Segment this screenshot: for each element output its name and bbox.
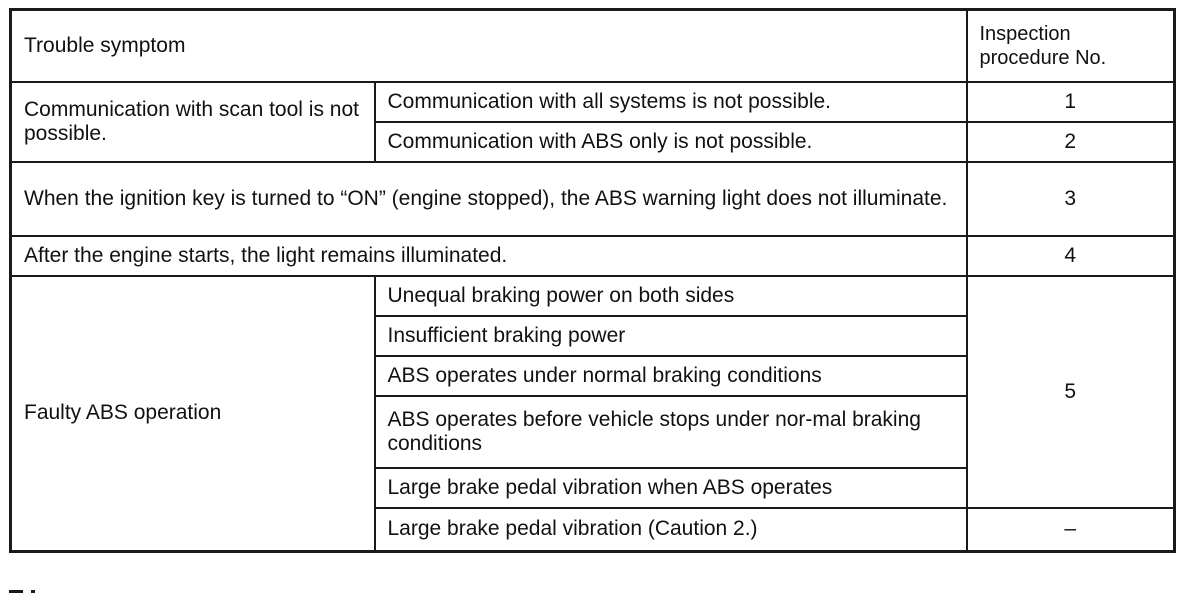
procedure-number-5: 5 [967, 276, 1175, 508]
header-inspection-procedure: Inspection procedure No. [967, 10, 1175, 82]
symptom-ignition-warning-light: When the ignition key is turned to “ON” (engine stopped), the ABS warning light does not illuminate. [11, 162, 967, 236]
footnote-mark-dot [31, 590, 35, 593]
trouble-symptom-table-wrapper [9, 8, 1173, 553]
symptom-engine-light-remains: After the engine starts, the light remains illuminated. [11, 236, 967, 276]
procedure-number-dash: – [967, 508, 1175, 552]
symptom-comm-all: Communication with all systems is not possible. [375, 82, 967, 122]
symptom-insufficient-braking: Insufficient braking power [375, 316, 967, 356]
table-row [11, 82, 1175, 122]
header-trouble-symptom: Trouble symptom [11, 10, 967, 82]
procedure-number-1: 1 [967, 82, 1175, 122]
symptom-comm-abs: Communication with ABS only is not possible. [375, 122, 967, 162]
table-row [11, 236, 1175, 276]
procedure-number-2: 2 [967, 122, 1175, 162]
trouble-symptom-table [9, 8, 1176, 553]
communication-group-cell: Communication with scan tool is not possible. [11, 82, 375, 162]
symptom-pedal-vibration-abs: Large brake pedal vibration when ABS operates [375, 468, 967, 508]
symptom-pedal-vibration-caution: Large brake pedal vibration (Caution 2.) [375, 508, 967, 552]
faulty-abs-group-cell: Faulty ABS operation [11, 276, 375, 552]
symptom-abs-normal-braking: ABS operates under normal braking conditions [375, 356, 967, 396]
procedure-number-4: 4 [967, 236, 1175, 276]
table-row [11, 276, 1175, 316]
table-header-row [11, 10, 1175, 82]
procedure-number-3: 3 [967, 162, 1175, 236]
footnote-mark [9, 590, 23, 593]
table-row [11, 162, 1175, 236]
symptom-abs-before-stop: ABS operates before vehicle stops under nor-mal braking conditions [375, 396, 967, 468]
symptom-unequal-braking: Unequal braking power on both sides [375, 276, 967, 316]
